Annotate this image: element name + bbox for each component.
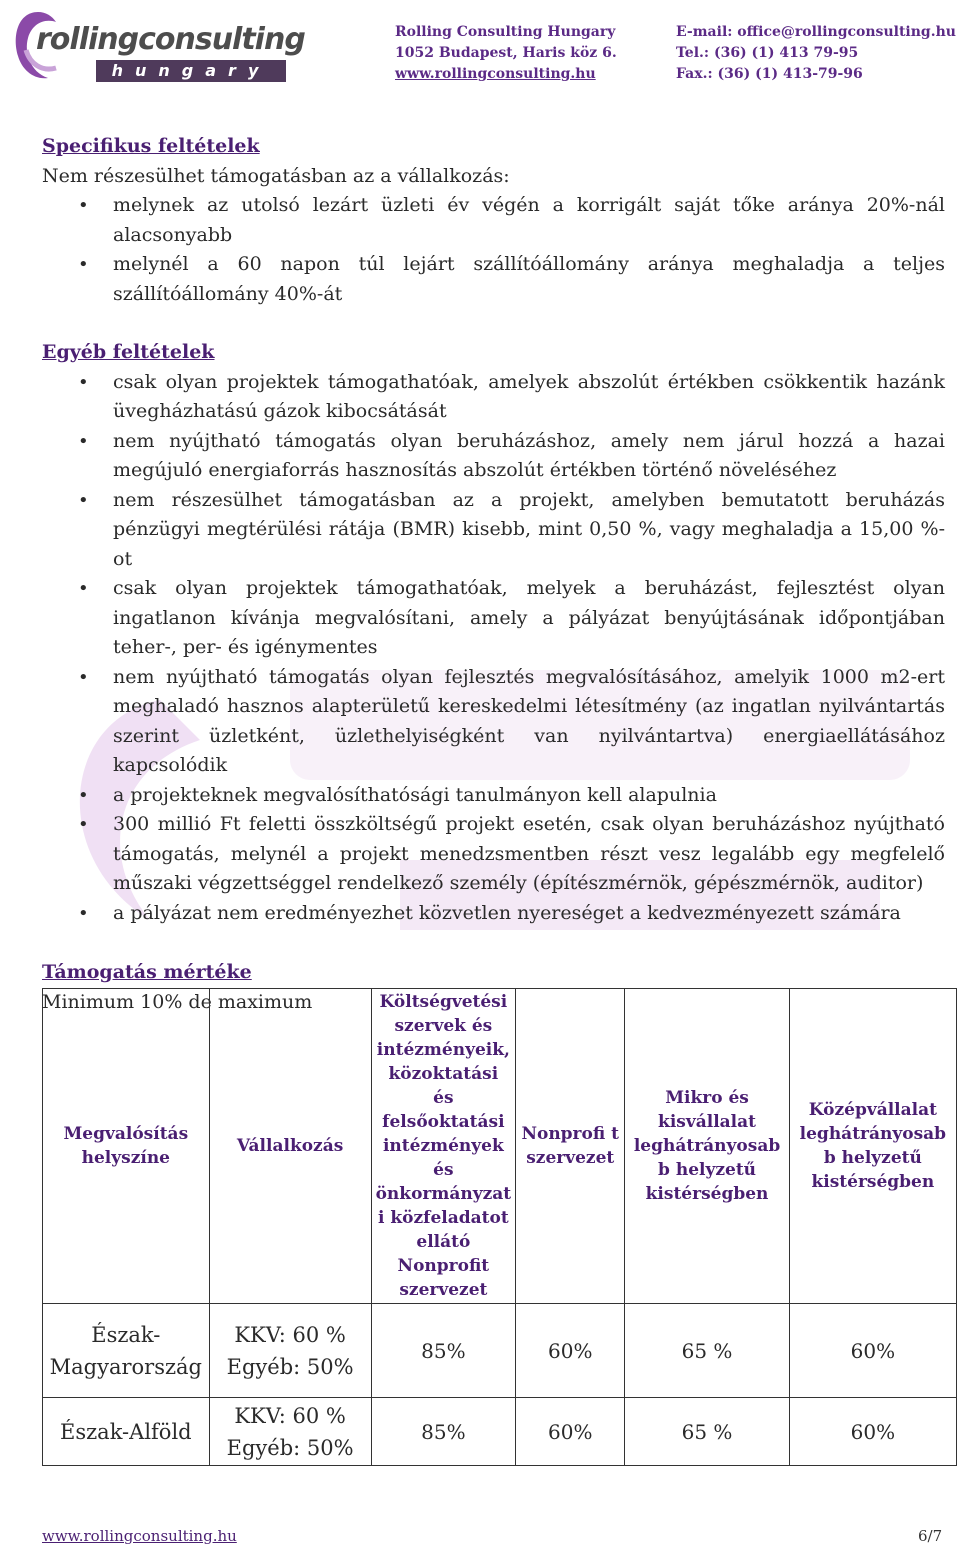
rate-cell: 85% (371, 1304, 516, 1398)
header-web-link[interactable]: www.rollingconsulting.hu (395, 66, 596, 82)
column-header: Középvállalat leghátrányosab b helyzetű kistérségben (789, 989, 956, 1304)
list-item: • a pályázat nem eredményezhet közvetlen nyereséget a kedvezményezett számára (42, 899, 945, 929)
section-title-other: Egyéb feltételek (42, 341, 215, 363)
table-header-row (43, 989, 957, 1304)
region-cell: Észak-Alföld (43, 1398, 210, 1466)
list-item: • nem nyújtható támogatás olyan fejlesztés megvalósításához, amelyik 1000 m2-ert meghaladó hasznos alapterületű kereskedelmi létesítmény (az ingatlan nyilvántartás szerint üzletként, üzlethelyiségként van nyilvántartva) energiaellátásához kapcsolódik (42, 663, 945, 781)
column-header: Megvalósítás helyszíne (43, 989, 210, 1304)
company-email[interactable]: E-mail: office@rollingconsulting.hu (676, 24, 956, 40)
rate-cell: 65 % (625, 1304, 789, 1398)
company-tel: Tel.: (36) (1) 413 79-95 (676, 45, 859, 61)
table-row (43, 1304, 957, 1398)
company-logo (8, 4, 305, 86)
column-header: Vállalkozás (209, 989, 371, 1304)
section-title-support-rate: Támogatás mértéke (42, 961, 252, 983)
company-rate-cell: KKV: 60 % Egyéb: 50% (209, 1304, 371, 1398)
header-contact-right (676, 22, 956, 85)
header-contact-left (395, 22, 617, 85)
list-item: • melynél a 60 napon túl lejárt szállítóállomány aránya meghaladja a teljes szállítóállomány 40%-át (42, 250, 945, 309)
company-address: 1052 Budapest, Haris köz 6. (395, 45, 617, 61)
region-cell: Észak-Magyarország (43, 1304, 210, 1398)
list-item: • a projekteknek megvalósíthatósági tanulmányon kell alapulnia (42, 781, 945, 811)
list-item: • nem részesülhet támogatásban az a projekt, amelyben bemutatott beruházás pénzügyi megtérülési rátája (BMR) kisebb, mint 0,50 %, vagy meghaladja a 15,00 %-ot (42, 486, 945, 575)
company-rate-cell: KKV: 60 % Egyéb: 50% (209, 1398, 371, 1466)
footer-web-link[interactable]: www.rollingconsulting.hu (42, 1527, 237, 1545)
support-rate-table (42, 988, 957, 1466)
rate-cell: 60% (789, 1398, 956, 1466)
section-title-specific: Specifikus feltételek (42, 135, 260, 157)
section-intro-support-rate: Minimum 10% de maximum (42, 990, 313, 1013)
company-name: Rolling Consulting Hungary (395, 24, 616, 40)
list-item: • melynek az utolsó lezárt üzleti év végén a korrigált saját tőke aránya 20%-nál alacsonyabb (42, 191, 945, 250)
rate-cell: 60% (516, 1398, 625, 1466)
company-fax: Fax.: (36) (1) 413-79-96 (676, 66, 863, 82)
list-specific-conditions (42, 191, 945, 309)
rate-cell: 60% (789, 1304, 956, 1398)
table-row (43, 1398, 957, 1466)
list-item: • csak olyan projektek támogathatóak, melyek a beruházást, fejlesztést olyan ingatlanon kívánja megvalósítani, amely a pályázat benyújtásának időpontjában teher-, per- és igénymentes (42, 574, 945, 663)
logo-subtitle: hungary (96, 60, 286, 82)
logo-wordmark: rollingconsulting (36, 22, 305, 57)
page-number: 6/7 (918, 1527, 943, 1545)
column-header: Mikro és kisvállalat leghátrányosab b helyzetű kistérségben (625, 989, 789, 1304)
rate-cell: 60% (516, 1304, 625, 1398)
rate-cell: 85% (371, 1398, 516, 1466)
document-body (42, 132, 945, 1017)
list-item: • csak olyan projektek támogathatóak, amelyek abszolút értékben csökkentik hazánk üvegházhatású gázok kibocsátását (42, 368, 945, 427)
section-intro-specific: Nem részesülhet támogatásban az a vállalkozás: (42, 164, 510, 187)
column-header: Nonprofi t szervezet (516, 989, 625, 1304)
rate-cell: 65 % (625, 1398, 789, 1466)
list-item: • nem nyújtható támogatás olyan beruházáshoz, amely nem járul hozzá a hazai megújuló energiaforrás hasznosítás abszolút értékben történő növeléséhez (42, 427, 945, 486)
column-header: Költségvetési szervek és intézményeik, közoktatási és felsőoktatási intézmények és önkormányzat i közfeladatot ellátó Nonprofit szervezet (371, 989, 516, 1304)
list-other-conditions (42, 368, 945, 929)
list-item: • 300 millió Ft feletti összköltségű projekt esetén, csak olyan beruházáshoz nyújtható támogatás, melynél a projekt menedzsmentben részt vesz legalább egy megfelelő műszaki végzettséggel rendelkező személy (építészmérnök, gépészmérnök, auditor) (42, 810, 945, 899)
